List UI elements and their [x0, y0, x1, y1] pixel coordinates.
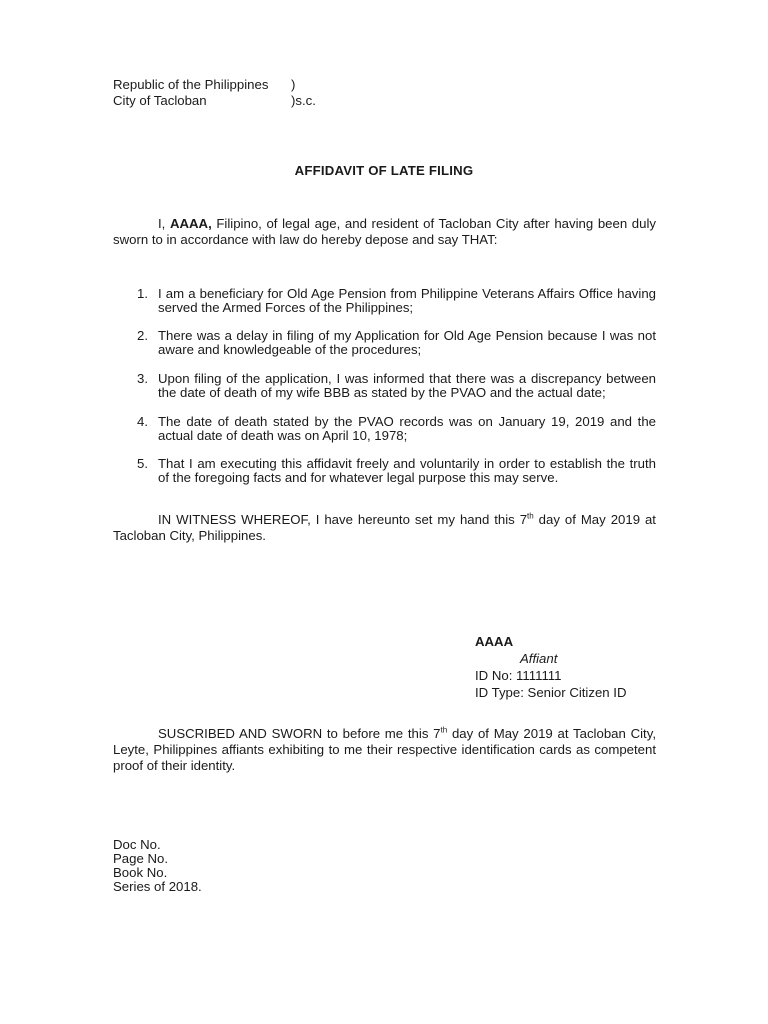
witness-ordinal: th	[527, 511, 534, 521]
venue-country: Republic of the Philippines	[113, 77, 269, 92]
signatory-name: AAAA	[475, 634, 514, 649]
doc-number: Doc No.	[113, 837, 161, 852]
venue-header	[113, 77, 316, 109]
list-item-text: I am a beneficiary for Old Age Pension from Philippine Veterans Affairs Office having served the Armed Forces of the Philippines;	[158, 286, 656, 315]
signatory-role: Affiant	[520, 651, 558, 666]
jurat-text-after: day of May 2019 at Tacloban City, Leyte, Philippines affiants exhibiting to me their respective identification cards as competent proof of their identity.	[113, 726, 656, 773]
list-item-number: 2.	[137, 328, 148, 343]
list-item	[113, 372, 656, 400]
signatory-id-type: ID Type: Senior Citizen ID	[475, 685, 627, 700]
list-item	[113, 329, 656, 357]
list-item-number: 3.	[137, 371, 148, 386]
list-item-number: 4.	[137, 414, 148, 429]
book-number: Book No.	[113, 865, 168, 880]
list-item-text: There was a delay in filing of my Application for Old Age Pension because I was not aware and knowledgeable of the procedures;	[158, 328, 656, 357]
page-number: Page No.	[113, 851, 168, 866]
list-item-text: That I am executing this affidavit freely and voluntarily in order to establish the truth of the foregoing facts and for whatever legal purpose this may serve.	[158, 456, 656, 485]
jurat-text-before: SUSCRIBED AND SWORN to before me this 7	[158, 726, 441, 741]
signature-block	[475, 633, 626, 701]
document-title: AFFIDAVIT OF LATE FILING	[294, 163, 474, 178]
jurat-ordinal: th	[440, 725, 448, 735]
notarial-register	[113, 838, 202, 894]
witness-text-after: day of May 2019 at Tacloban City, Philippines.	[113, 512, 656, 543]
intro-text: Filipino, of legal age, and resident of Tacloban City after having been duly sworn to in accordance with law do hereby depose and say THAT:	[113, 216, 656, 247]
list-item	[113, 415, 656, 443]
affiant-name-bold: AAAA,	[169, 216, 212, 231]
jurat-paragraph	[113, 726, 656, 774]
list-item-text: Upon filing of the application, I was informed that there was a discrepancy between the date of death of my wife BBB as stated by the PVAO and the actual date;	[158, 371, 656, 400]
witness-paragraph	[113, 512, 656, 544]
intro-prefix: I,	[158, 216, 170, 231]
venue-sc: )s.c.	[291, 93, 316, 108]
witness-text-before: IN WITNESS WHEREOF, I have hereunto set my hand this 7	[158, 512, 528, 527]
venue-city: City of Tacloban	[113, 93, 207, 108]
list-item	[113, 457, 656, 485]
list-item-number: 5.	[137, 456, 148, 471]
list-item	[113, 287, 656, 315]
intro-paragraph	[113, 216, 656, 248]
signatory-id-number: ID No: 1111111	[475, 668, 562, 683]
list-item-text: The date of death stated by the PVAO records was on January 19, 2019 and the actual date of death was on April 10, 1978;	[158, 414, 656, 443]
list-item-number: 1.	[137, 286, 148, 301]
series-year: Series of 2018.	[113, 879, 202, 894]
venue-bracket-1: )	[291, 77, 296, 92]
